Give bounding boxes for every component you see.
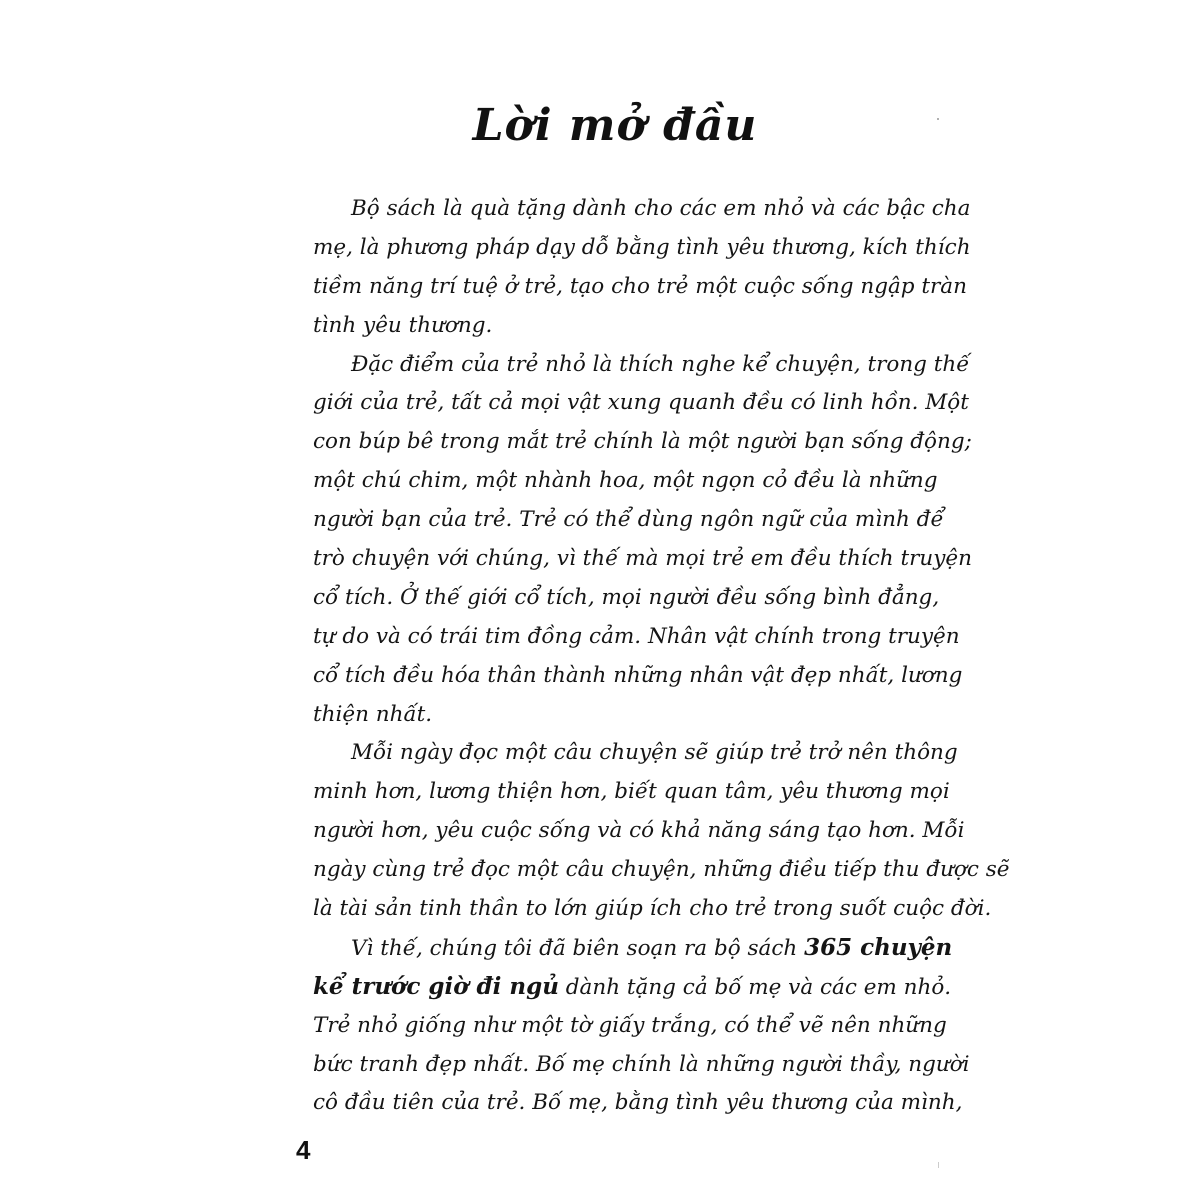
text-run: dành tặng cả bố mẹ và các em nhỏ.	[565, 974, 952, 1000]
text-line: ngày cùng trẻ đọc một câu chuyện, những điều tiếp thu được sẽ	[313, 857, 1010, 883]
book-title-bold: kể trước giờ đi ngủ	[313, 972, 559, 1000]
paragraph-3	[313, 734, 1010, 928]
text-line: người bạn của trẻ. Trẻ có thể dùng ngôn ngữ của mình để	[313, 507, 944, 533]
text-line	[313, 929, 953, 968]
text-line	[313, 968, 952, 1007]
text-line: Trẻ nhỏ giống như một tờ giấy trắng, có thể vẽ nên những	[313, 1012, 947, 1038]
text-line: cô đầu tiên của trẻ. Bố mẹ, bằng tình yêu thương của mình,	[313, 1090, 963, 1116]
text-line: thiện nhất.	[313, 701, 433, 727]
text-line: Đặc điểm của trẻ nhỏ là thích nghe kể chuyện, trong thế	[351, 351, 970, 377]
paper-speck	[938, 1162, 939, 1168]
paragraph-4	[313, 929, 970, 1123]
text-line: cổ tích. Ở thế giới cổ tích, mọi người đều sống bình đẳng,	[313, 584, 940, 610]
paper-speck	[937, 118, 939, 120]
text-line: là tài sản tinh thần to lớn giúp ích cho trẻ trong suốt cuộc đời.	[313, 896, 992, 922]
text-line: trò chuyện với chúng, vì thế mà mọi trẻ em đều thích truyện	[313, 546, 972, 572]
text-line: mẹ, là phương pháp dạy dỗ bằng tình yêu thương, kích thích	[313, 234, 971, 260]
text-line: Mỗi ngày đọc một câu chuyện sẽ giúp trẻ trở nên thông	[351, 740, 958, 766]
text-line: tình yêu thương.	[313, 312, 493, 338]
body-text	[313, 190, 1010, 1123]
text-line: một chú chim, một nhành hoa, một ngọn cỏ đều là những	[313, 468, 938, 494]
text-line: tự do và có trái tim đồng cảm. Nhân vật chính trong truyện	[313, 623, 960, 649]
text-run: Vì thế, chúng tôi đã biên soạn ra bộ sách	[351, 935, 798, 961]
text-line: con búp bê trong mắt trẻ chính là một người bạn sống động;	[313, 429, 972, 455]
text-line: Bộ sách là quà tặng dành cho các em nhỏ và các bậc cha	[351, 196, 971, 221]
text-line: người hơn, yêu cuộc sống và có khả năng sáng tạo hơn. Mỗi	[313, 818, 965, 844]
paragraph-1	[313, 190, 971, 346]
paragraph-2	[313, 346, 972, 735]
text-line: bức tranh đẹp nhất. Bố mẹ chính là những người thầy, người	[313, 1051, 970, 1077]
text-line: giới của trẻ, tất cả mọi vật xung quanh đều có linh hồn. Một	[313, 390, 969, 416]
text-line: cổ tích đều hóa thân thành những nhân vật đẹp nhất, lương	[313, 662, 963, 688]
page-number: 4	[296, 1135, 311, 1165]
book-title-bold: 365 chuyện	[804, 933, 953, 961]
text-line: tiềm năng trí tuệ ở trẻ, tạo cho trẻ một cuộc sống ngập tràn	[313, 273, 967, 299]
text-line: minh hơn, lương thiện hơn, biết quan tâm, yêu thương mọi	[313, 779, 950, 805]
page-title: Lời mở đầu	[472, 100, 758, 151]
